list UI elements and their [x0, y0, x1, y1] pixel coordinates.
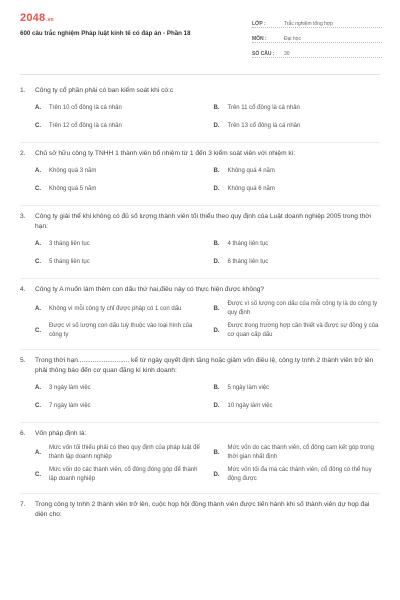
option-letter: C.	[35, 185, 41, 192]
option-text: 4 tháng liên tục	[227, 240, 269, 247]
answer-option[interactable]	[214, 119, 381, 133]
meta-row-class	[252, 13, 382, 28]
option-text: Mức vốn do các thành viên, cổ đông cam kết góp trong thời gian nhất định	[227, 445, 374, 460]
meta-value: 30	[284, 51, 290, 57]
option-letter: D.	[213, 402, 220, 409]
option-letter: C.	[35, 327, 41, 334]
meta-label: MÔN :	[252, 36, 267, 42]
option-letter: B.	[213, 305, 220, 312]
option-letter: C.	[35, 122, 41, 129]
option-text: 6 tháng liên tục	[227, 258, 269, 265]
question-text	[20, 212, 380, 232]
question-number: 4.	[20, 286, 26, 293]
option-letter: D.	[213, 122, 220, 129]
answer-option[interactable]	[35, 399, 202, 413]
option-text: 3 ngày làm việc	[49, 384, 91, 391]
answer-options	[20, 381, 380, 413]
question-item	[20, 494, 380, 529]
question-number: 7.	[20, 501, 26, 508]
answer-option[interactable]	[214, 300, 381, 318]
question-stem: Công ty cổ phần phải có ban kiểm soát khi có:c	[35, 87, 174, 94]
option-letter: D.	[213, 258, 220, 265]
answer-option[interactable]	[214, 182, 381, 196]
option-text: Không quá 4 năm	[227, 167, 275, 174]
answer-option[interactable]	[214, 381, 381, 395]
question-stem: Chủ sở hữu công ty TNHH 1 thành viên bổ nhiệm từ 1 đến 3 kiểm soát viên với nhiệm kì:	[35, 150, 296, 157]
option-letter: A.	[35, 240, 41, 247]
option-text: Trên 10 cổ đông là cá nhân	[49, 104, 122, 111]
option-letter: B.	[213, 384, 220, 391]
question-number: 6.	[20, 430, 26, 437]
option-letter: B.	[213, 240, 220, 247]
question-list	[20, 80, 380, 529]
answer-option[interactable]	[214, 444, 381, 462]
meta-row-count	[252, 43, 382, 58]
meta-value: Đại học	[284, 36, 301, 42]
answer-option[interactable]	[214, 101, 381, 115]
logo-text: 2048	[20, 12, 46, 24]
option-text: Trên 12 cổ đông là cá nhân	[49, 122, 122, 129]
answer-options	[20, 237, 380, 269]
answer-option[interactable]	[35, 101, 202, 115]
question-item	[20, 206, 380, 279]
answer-option[interactable]	[214, 399, 381, 413]
answer-option[interactable]	[214, 255, 381, 269]
answer-option[interactable]	[35, 164, 202, 178]
answer-options	[20, 300, 380, 340]
answer-option[interactable]	[35, 381, 202, 395]
answer-options	[20, 444, 380, 484]
option-text: Trên 11 cổ đông là cá nhân	[227, 104, 300, 111]
question-item	[20, 143, 380, 206]
option-text: 7 ngày làm việc	[49, 402, 91, 409]
document-title: 600 câu trắc nghiệm Pháp luật kinh tế có đáp án - Phần 18	[20, 30, 191, 37]
answer-option[interactable]	[35, 119, 202, 133]
meta-info	[252, 13, 382, 58]
option-text: 10 ngày làm việc	[227, 402, 273, 409]
question-item	[20, 350, 380, 423]
answer-option[interactable]	[35, 182, 202, 196]
option-letter: C.	[35, 258, 41, 265]
option-text: Không quá 5 năm	[49, 185, 97, 192]
option-text: 5 ngày làm việc	[227, 384, 270, 391]
option-letter: A.	[35, 384, 41, 391]
answer-option[interactable]	[214, 164, 381, 178]
question-stem: Trong công ty tnhh 2 thành viên trở lên, cuộc họp hội đồng thành viên được tiến hành khi số thành viên dự họp đại diện cho:	[35, 501, 370, 518]
question-text	[20, 86, 380, 96]
header-divider	[20, 74, 380, 75]
question-stem: Công ty giải thể khi không có đủ số lượng thành viên tối thiểu theo quy định của Luật doanh nghiệp 2005 trong thời hạn:	[35, 213, 372, 230]
question-stem: Trong thời hạn............................ kể từ ngày quyết định tăng hoặc giảm vốn điều lệ, công ty tnhh 2 thành viên trở lên phải thông báo đến cơ quan đăng kí kinh doanh:	[35, 357, 374, 374]
question-text	[20, 500, 380, 520]
question-number: 1.	[20, 87, 26, 94]
question-text	[20, 285, 380, 295]
question-text	[20, 356, 380, 376]
answer-option[interactable]	[35, 237, 202, 251]
answer-option[interactable]	[35, 444, 202, 462]
option-text: Mức vốn tối thiểu phải có theo quy định của pháp luật để thành lập doanh nghiệp	[49, 445, 200, 460]
answer-option[interactable]	[214, 466, 381, 484]
option-text: Trên 13 cổ đông là cá nhân	[227, 122, 301, 129]
answer-options	[20, 101, 380, 133]
option-text: Không vì mỗi công ty chỉ được pháp có 1 con dấu	[49, 305, 182, 312]
answer-options	[20, 164, 380, 196]
option-text: Không quá 3 năm	[49, 167, 97, 174]
option-text: Không quá 6 năm	[227, 185, 275, 192]
option-letter: B.	[213, 167, 220, 174]
question-number: 2.	[20, 150, 26, 157]
answer-option[interactable]	[35, 322, 202, 340]
option-letter: A.	[35, 104, 41, 111]
document-header	[0, 0, 400, 70]
question-number: 3.	[20, 213, 26, 220]
question-number: 5.	[20, 357, 26, 364]
question-stem: Vốn pháp định là:	[35, 430, 87, 437]
option-letter: D.	[213, 471, 220, 478]
option-text: Được vì số lượng con dấu của mỗi công ty là do công ty quy định	[227, 301, 378, 316]
option-letter: A.	[35, 449, 41, 456]
option-letter: A.	[35, 305, 41, 312]
option-text: Mức vốn do các thành viên, cổ đông đóng góp để thành lập doanh nghiệp	[49, 467, 198, 482]
option-letter: B.	[213, 104, 220, 111]
answer-option[interactable]	[214, 237, 381, 251]
question-text	[20, 429, 380, 439]
meta-row-subject	[252, 28, 382, 43]
meta-value: Trắc nghiệm tổng hợp	[284, 21, 333, 27]
answer-option[interactable]	[35, 300, 202, 318]
option-letter: A.	[35, 167, 41, 174]
answer-option[interactable]	[35, 466, 202, 484]
option-letter: D.	[213, 327, 220, 334]
option-text: Được trong trường hợp cần thiết và được sự đồng ý của cơ quan cấp dấu	[227, 323, 379, 338]
option-text: Mức vốn tối đa mà các thành viên, cổ đông có thể huy động được	[227, 467, 372, 482]
question-item	[20, 279, 380, 350]
option-text: 3 tháng liên tục	[49, 240, 90, 247]
question-stem: Công ty A muốn làm thêm con dấu thứ hai,điều này có thực hiện được không?	[35, 286, 265, 293]
option-letter: D.	[213, 185, 220, 192]
option-letter: C.	[35, 402, 41, 409]
meta-label: LỚP :	[252, 21, 266, 27]
question-text	[20, 149, 380, 159]
answer-option[interactable]	[35, 255, 202, 269]
option-text: 5 tháng liên tục	[49, 258, 90, 265]
option-letter: B.	[213, 449, 220, 456]
option-text: Được vì số lượng con dấu tuỳ thuộc vào loại hình của công ty	[49, 323, 193, 338]
option-letter: C.	[35, 471, 41, 478]
meta-label: SỐ CÂU :	[252, 51, 275, 57]
logo-suffix: .vn	[46, 17, 54, 23]
question-item	[20, 80, 380, 143]
question-item	[20, 423, 380, 494]
answer-option[interactable]	[214, 322, 381, 340]
